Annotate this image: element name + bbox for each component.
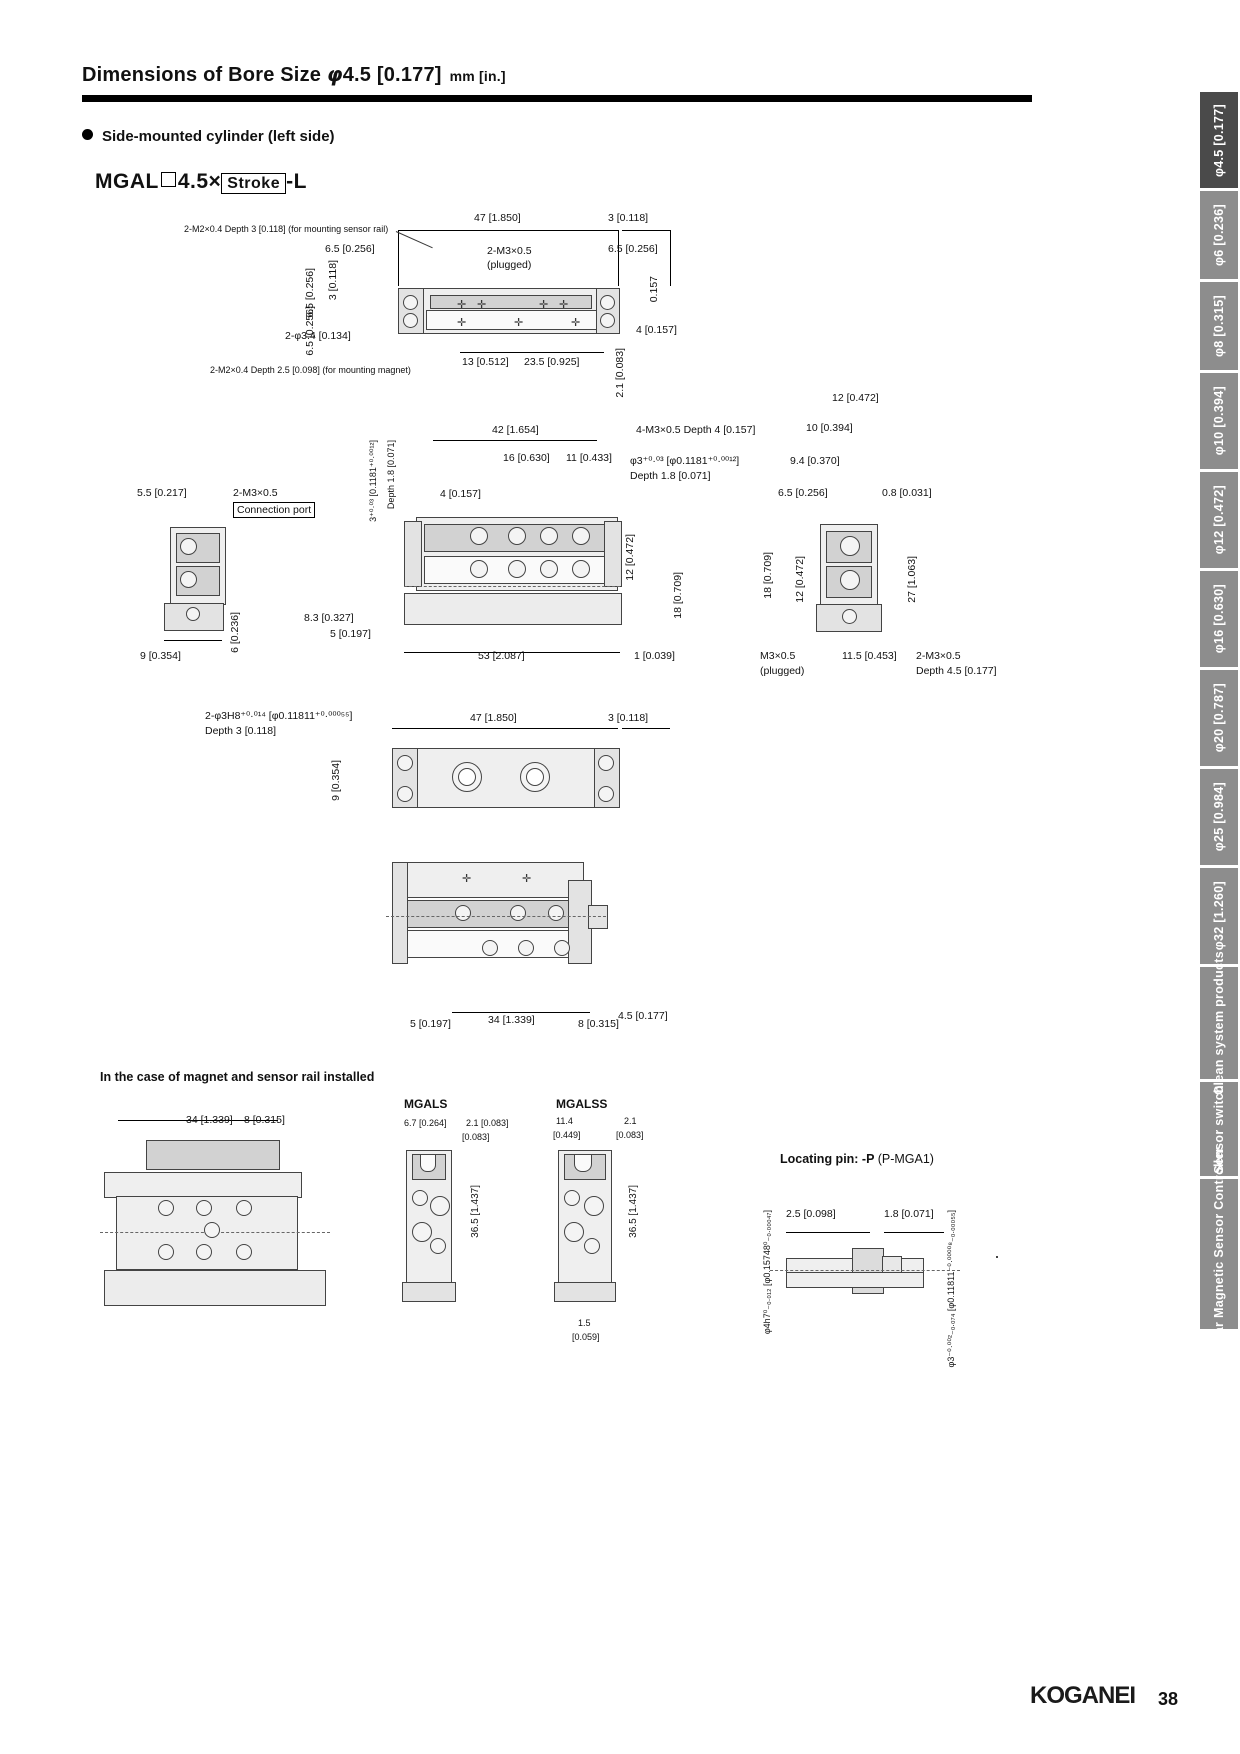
note-m3-05: M3×0.5	[760, 650, 796, 662]
mgals-dim-21-in: [0.083]	[462, 1132, 490, 1142]
top-view-center-mark-5: ✛	[457, 317, 467, 329]
index-tab-1[interactable]	[1200, 191, 1238, 279]
magnet-hole-7	[236, 1244, 252, 1260]
dim-65-v: 6.5 [0.256]	[304, 268, 316, 318]
top-view-center-mark-7: ✛	[571, 317, 581, 329]
index-tab-6-label: φ20 [0.787]	[1212, 683, 1226, 753]
dim-5s: 5 [0.197]	[410, 1018, 451, 1030]
top-view-center-mark-3: ✛	[539, 299, 549, 311]
note-m2-sensor-rail: 2-M2×0.4 Depth 3 [0.118] (for mounting sensor rail)	[184, 224, 389, 234]
bottom-hole-4	[598, 786, 614, 802]
dim-53: 53 [2.087]	[478, 650, 525, 662]
index-tab-1-label: φ6 [0.236]	[1212, 204, 1226, 266]
index-tab-2[interactable]	[1200, 282, 1238, 370]
dim-08: 0.8 [0.031]	[882, 487, 932, 499]
mgals-hole-2	[430, 1196, 450, 1216]
dim-34m: 34 [1.339]	[186, 1114, 233, 1126]
magnet-plate	[104, 1172, 302, 1198]
mgalss-dim-21-in: [0.083]	[616, 1130, 644, 1140]
side-view-rod	[588, 905, 608, 929]
mgalss-dim-365: 36.5 [1.437]	[628, 1185, 639, 1238]
dim-line-34	[452, 1012, 590, 1013]
pin-spacer	[996, 1256, 998, 1258]
dim-top-3: 3 [0.118]	[608, 212, 649, 224]
side-view-left-end	[392, 862, 408, 964]
dim-4: 4 [0.157]	[440, 488, 481, 500]
magnet-hole-5	[158, 1244, 174, 1260]
bottom-hole-1	[397, 755, 413, 771]
mgals-dim-21: 2.1 [0.083]	[466, 1118, 509, 1128]
front-hole-3	[540, 527, 558, 545]
bore-size: 4.5 [0.177]	[342, 64, 442, 86]
pin-shaft-lower	[786, 1272, 924, 1288]
index-tab-5[interactable]	[1200, 571, 1238, 667]
dim-65-r: 6.5 [0.256]	[778, 487, 828, 499]
dim-2-phi34: 2-φ3.4 [0.134]	[285, 330, 351, 342]
pin-dim-phi4h7: φ4h7⁰₋₀.₀₁₂ [φ0.15748⁰₋₀.₀₀₀₄₇]	[762, 1210, 772, 1335]
left-view-port-2	[180, 571, 197, 588]
dim-6: 6 [0.236]	[229, 612, 241, 653]
dim-8m: 8 [0.315]	[244, 1114, 285, 1126]
label-connection-port: Connection port	[233, 502, 315, 518]
dim-ext-3	[670, 230, 671, 286]
index-tab-9-label: Clean system products	[1211, 951, 1226, 1095]
mgalss-hole-3	[564, 1222, 584, 1242]
mgals-hole-1	[412, 1190, 428, 1206]
dim-11: 11 [0.433]	[566, 452, 612, 464]
magnet-hole-4	[204, 1222, 220, 1238]
note-m3-plugged: 2-M3×0.5	[487, 245, 532, 257]
model-prefix: MGAL	[95, 170, 159, 193]
index-tab-strip[interactable]	[1200, 92, 1240, 1362]
mgals-base	[402, 1282, 456, 1302]
pin-centerline	[770, 1270, 960, 1271]
brand-logo: KOGANEI	[1029, 1682, 1135, 1709]
page-number: 38	[1157, 1689, 1178, 1709]
mgals-dim-67: 6.7 [0.264]	[404, 1118, 447, 1128]
side-mark-2: ✛	[522, 873, 532, 885]
mgals-hole-3	[412, 1222, 432, 1242]
note-2phi3h8: 2-φ3H8⁺⁰·⁰¹⁴ [φ0.11811⁺⁰·⁰⁰⁰⁵⁵]	[205, 710, 353, 722]
mgals-dim-365: 36.5 [1.437]	[470, 1185, 481, 1238]
note-phi3: φ3⁺⁰·⁰³ [φ0.1181⁺⁰·⁰⁰¹²]	[630, 455, 740, 467]
front-hole-8	[572, 560, 590, 578]
dim-line-9	[164, 640, 222, 641]
index-tab-3[interactable]	[1200, 373, 1238, 469]
phi-symbol: φ	[326, 62, 343, 86]
dim-1: 1 [0.039]	[634, 650, 675, 662]
front-view-base	[404, 593, 622, 625]
section-heading-label: Side-mounted cylinder (left side)	[102, 128, 335, 145]
index-tab-10-label: Sensor switch	[1212, 1084, 1226, 1174]
dim-line-3b	[622, 728, 670, 729]
dim-line-13	[460, 352, 518, 353]
mgalss-dim-114-in: [0.449]	[553, 1130, 581, 1140]
index-tab-7-label: φ25 [0.984]	[1212, 782, 1226, 852]
mgalss-dim-15: 1.5	[578, 1318, 591, 1328]
dim-0157: 0.157	[648, 276, 660, 303]
dim-18-r: 18 [0.709]	[762, 552, 774, 599]
front-view-end-left	[404, 521, 422, 587]
magnet-hole-3	[236, 1200, 252, 1216]
note-2m3-r: 2-M3×0.5	[916, 650, 961, 662]
dim-21: 2.1 [0.083]	[614, 348, 626, 398]
index-tab-8-label: φ32 [1.260]	[1212, 881, 1226, 951]
dim-line-47	[398, 230, 618, 231]
dim-2m3: 2-M3×0.5	[233, 487, 278, 499]
front-hole-2	[508, 527, 526, 545]
dim-12: 12 [0.472]	[624, 534, 636, 581]
dim-line-42	[433, 440, 597, 441]
bottom-hole-2	[397, 786, 413, 802]
top-view-hole-4	[600, 313, 615, 328]
dim-ext-1	[398, 230, 399, 286]
dim-27: 27 [1.063]	[906, 556, 918, 603]
locating-pin-title	[780, 1152, 934, 1166]
index-tab-0-label: φ4.5 [0.177]	[1212, 103, 1226, 177]
bottom-pin-hole-1-inner	[458, 768, 476, 786]
dim-83: 8.3 [0.327]	[304, 612, 354, 624]
leader-1	[396, 231, 433, 248]
left-view-base-hole	[186, 607, 200, 621]
section-heading	[82, 128, 335, 145]
dim-8s: 8 [0.315]	[578, 1018, 619, 1030]
side-hole-3	[548, 905, 564, 921]
front-hole-5	[470, 560, 488, 578]
index-tab-6[interactable]	[1200, 670, 1238, 766]
magnet-section-heading: In the case of magnet and sensor rail installed	[100, 1070, 375, 1084]
model-code	[95, 170, 307, 194]
dim-depth18-v: Depth 1.8 [0.071]	[386, 440, 396, 510]
bottom-view-body	[392, 748, 620, 808]
dim-12-r: 12 [0.472]	[832, 392, 879, 404]
pin-dim-phi3: φ3⁻⁰·⁰⁰²₋₀.₀₇₄ [φ0.11811⁻⁰·⁰⁰⁰⁰⁸₋₀.₀₀₀₅₅]	[946, 1210, 956, 1368]
dim-line-235	[518, 352, 604, 353]
front-hole-4	[572, 527, 590, 545]
dim-3-tol: 3⁺⁰·⁰³ [0.1181⁺⁰·⁰⁰¹²]	[368, 440, 378, 522]
model-suffix: -L	[286, 170, 307, 193]
dim-ext-2	[618, 230, 619, 286]
dim-65-b: 6.5 [0.256]	[608, 243, 658, 255]
mgalss-dim-15-in: [0.059]	[572, 1332, 600, 1342]
mgalss-base	[554, 1282, 616, 1302]
dim-9: 9 [0.354]	[140, 650, 181, 662]
side-view-top-plate	[392, 862, 584, 898]
front-centerline	[404, 586, 620, 587]
page-title-prefix: Dimensions of Bore Size	[82, 64, 327, 86]
mgalss-dim-21: 2.1	[624, 1116, 637, 1126]
magnet-hole-6	[196, 1244, 212, 1260]
magnet-hole-1	[158, 1200, 174, 1216]
right-view-hole-2	[840, 570, 860, 590]
dim-65-v2: 6.5 [0.256]	[304, 306, 316, 356]
top-view-center-mark-2: ✛	[477, 299, 487, 311]
front-hole-6	[508, 560, 526, 578]
top-view-center-mark-1: ✛	[457, 299, 467, 311]
dim-16: 16 [0.630]	[503, 452, 550, 464]
right-view-hole-1	[840, 536, 860, 556]
locating-pin-title-bold: Locating pin: -P	[780, 1152, 878, 1166]
dim-34: 34 [1.339]	[488, 1014, 535, 1026]
side-hole-2	[510, 905, 526, 921]
dim-10: 10 [0.394]	[806, 422, 853, 434]
dim-3b: 3 [0.118]	[608, 712, 649, 724]
index-tab-3-label: φ10 [0.394]	[1212, 386, 1226, 456]
dim-9b: 9 [0.354]	[330, 760, 342, 801]
side-centerline	[386, 916, 606, 917]
mgalss-hole-2	[584, 1196, 604, 1216]
dim-line-47b	[392, 728, 618, 729]
note-plugged-r: (plugged)	[760, 665, 805, 677]
title-rule	[82, 95, 1032, 102]
bullet-icon	[82, 129, 93, 140]
pin-dim-line-1	[786, 1232, 870, 1233]
model-mid: 4.5×	[177, 170, 222, 193]
dim-line-3	[622, 230, 670, 231]
index-tab-4[interactable]	[1200, 472, 1238, 568]
index-tab-2-label: φ8 [0.315]	[1212, 295, 1226, 357]
dim-4: 4 [0.157]	[636, 324, 677, 336]
front-hole-7	[540, 560, 558, 578]
top-view-center-mark-4: ✛	[559, 299, 569, 311]
index-tab-11[interactable]	[1200, 1146, 1238, 1362]
bottom-hole-3	[598, 755, 614, 771]
dim-94: 9.4 [0.370]	[790, 455, 840, 467]
magnet-hole-2	[196, 1200, 212, 1216]
page-title	[82, 62, 506, 87]
dim-12-r2: 12 [0.472]	[794, 556, 806, 603]
dim-65-a: 6.5 [0.256]	[325, 243, 375, 255]
locating-pin-title-rest: (P-MGA1)	[877, 1152, 934, 1166]
model-stroke-box: Stroke	[221, 173, 286, 194]
mgals-fork-slot	[420, 1154, 436, 1172]
unit-label: mm [in.]	[449, 68, 506, 84]
note-m2-magnet: 2-M2×0.4 Depth 2.5 [0.098] (for mounting magnet)	[210, 365, 411, 375]
mgals-hole-4	[430, 1238, 446, 1254]
side-hole-5	[518, 940, 534, 956]
note-depth45: Depth 4.5 [0.177]	[916, 665, 997, 677]
pin-dim-line-2	[884, 1232, 944, 1233]
model-square-placeholder	[161, 172, 176, 187]
mgalss-hole-1	[564, 1190, 580, 1206]
index-tab-4-label: φ12 [0.472]	[1212, 485, 1226, 555]
mgalss-fork-slot	[574, 1154, 592, 1172]
index-tab-9[interactable]	[1200, 951, 1238, 1095]
front-hole-1	[470, 527, 488, 545]
top-view-hole-3	[600, 295, 615, 310]
mgals-label: MGALS	[404, 1097, 448, 1111]
note-4m3: 4-M3×0.5 Depth 4 [0.157]	[636, 424, 756, 436]
dim-45: 4.5 [0.177]	[618, 1010, 668, 1022]
bottom-pin-hole-2-inner	[526, 768, 544, 786]
side-hole-1	[455, 905, 471, 921]
front-view-end-right	[604, 521, 622, 587]
mgalss-hole-4	[584, 1238, 600, 1254]
magnet-base	[104, 1270, 326, 1306]
dim-42: 42 [1.654]	[492, 424, 539, 436]
note-depth3: Depth 3 [0.118]	[205, 725, 277, 737]
dim-115: 11.5 [0.453]	[842, 650, 897, 662]
dim-235: 23.5 [0.925]	[524, 356, 580, 368]
dim-55: 5.5 [0.217]	[137, 487, 187, 499]
magnet-top-block	[146, 1140, 280, 1170]
side-hole-6	[554, 940, 570, 956]
dim-18: 18 [0.709]	[672, 572, 684, 619]
right-view-base-hole	[842, 609, 857, 624]
dim-top-47: 47 [1.850]	[474, 212, 521, 224]
side-mark-1: ✛	[462, 873, 472, 885]
mgalss-dim-114: 11.4	[556, 1116, 573, 1126]
side-hole-4	[482, 940, 498, 956]
top-view-center-mark-6: ✛	[514, 317, 524, 329]
pin-dim-18: 1.8 [0.071]	[884, 1208, 934, 1220]
note-depth18: Depth 1.8 [0.071]	[630, 470, 711, 482]
dim-5: 5 [0.197]	[330, 628, 371, 640]
index-tab-7[interactable]	[1200, 769, 1238, 865]
dim-13: 13 [0.512]	[462, 356, 509, 368]
dim-47b: 47 [1.850]	[470, 712, 517, 724]
dim-3-v: 3 [0.118]	[327, 260, 339, 301]
index-tab-5-label: φ16 [0.630]	[1212, 584, 1226, 654]
top-view-hole-2	[403, 313, 418, 328]
pin-dim-25: 2.5 [0.098]	[786, 1208, 836, 1220]
top-view-hole-1	[403, 295, 418, 310]
mgalss-label: MGALSS	[556, 1097, 608, 1111]
note-plugged: (plugged)	[487, 259, 532, 271]
index-tab-0[interactable]	[1200, 92, 1238, 188]
left-view-port-1	[180, 538, 197, 555]
index-tab-11-label: Linear Magnetic Sensor Controller	[1211, 1146, 1226, 1362]
